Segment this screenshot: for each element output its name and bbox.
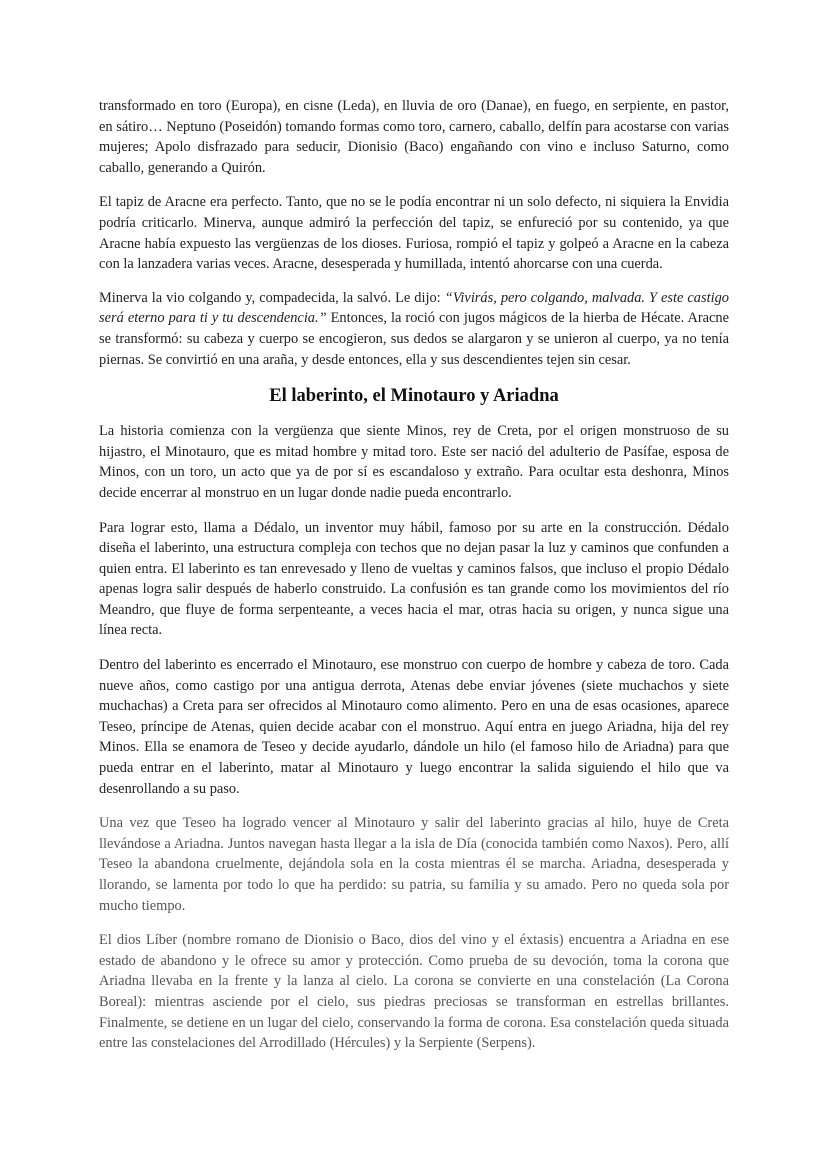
minerva-quote: “Vivirás, pero colgando, malvada. Y este castigo será eterno para ti y tu descendencia.” (99, 289, 729, 327)
paragraph-theseus-ariadne-thread: Dentro del laberinto es encerrado el Minotauro, ese monstruo con cuerpo de hombre y cabeza de toro. Cada nueve años, como castigo por una antigua derrota, Atenas debe enviar jóvenes (siete muchachos y siete muchachas) a Creta para ser ofrecidos al Minotauro como alimento. Pero en una de esas ocasiones, aparece Teseo, príncipe de Atenas, quien decide acabar con el monstruo. Aquí entra en juego Ariadna, hija del rey Minos. Ella se enamora de Teseo y decide ayudarlo, dándole un hilo (el famoso hilo de Ariadna) para que pueda entrar en el laberinto, matar al Minotauro y luego encontrar la salida siguiendo el hilo que va desenrollando a su paso. (99, 657, 729, 797)
paragraph-corona-borealis: El dios Líber (nombre romano de Dionisio o Baco, dios del vino y el éxtasis) encuentra a Ariadna en ese estado de abandono y le ofrece su amor y protección. Como prueba de su devoción, toma la corona que Ariadna llevaba en la frente y la lanza al cielo. La corona se convierte en una constelación (La Corona Boreal): mientras asciende por el cielo, sus piedras preciosas se transforman en estrellas brillantes. Finalmente, se detiene en un lugar del cielo, conservando la forma de corona. Esa constelación queda situada entre las constelaciones del Arrodillado (Hércules) y la Serpiente (Serpens). (99, 932, 729, 1052)
minerva-text-before-quote: Minerva la vio colgando y, compadecida, la salvó. Le dijo: (99, 289, 445, 306)
paragraph-minerva-curse (99, 288, 729, 370)
paragraph-ariadne-abandoned: Una vez que Teseo ha logrado vencer al Minotauro y salir del laberinto gracias al hilo, huye de Creta llevándose a Ariadna. Juntos navegan hasta llegar a la isla de Día (conocida también como Naxos). Pero, allí Teseo la abandona cruelmente, dejándola sola en la costa mientras él se marcha. Ariadna, desesperada y llorando, se lamenta por todo lo que ha perdido: su patria, su familia y su amado. Pero no queda sola por mucho tiempo. (99, 815, 729, 914)
document-page (99, 96, 729, 1068)
paragraph-daedalus-labyrinth: Para lograr esto, llama a Dédalo, un inventor muy hábil, famoso por su arte en la construcción. Dédalo diseña el laberinto, una estructura compleja con techos que no dejan pasar la luz y caminos que confunden a quien entra. El laberinto es tan enrevesado y lleno de vueltas y caminos falsos, que incluso el propio Dédalo apenas logra salir después de haberlo construido. La confusión es tan grande como los movimientos del río Meandro, que fluye de forma serpenteante, a veces hacia el mar, otras hacia su origen, y nunca sigue una línea recta. (99, 519, 729, 639)
section-heading: El laberinto, el Minotauro y Ariadna (269, 386, 559, 407)
paragraph-aracne-tapestry: El tapiz de Aracne era perfecto. Tanto, que no se le podía encontrar ni un solo defecto, ni siquiera la Envidia podría criticarlo. Minerva, aunque admiró la perfección del tapiz, se enfureció por su contenido, ya que Aracne había expuesto las vergüenzas de los dioses. Furiosa, rompió el tapiz y golpeó a Aracne en la cabeza con la lanzadera varias veces. Aracne, desesperada y humillada, intentó ahorcarse con una cuerda. (99, 194, 729, 273)
paragraph-jupiter-transformations: transformado en toro (Europa), en cisne (Leda), en lluvia de oro (Danae), en fuego, en serpiente, en pastor, en sátiro… Neptuno (Poseidón) tomando formas como toro, carnero, caballo, delfín para acostarse con varias mujeres; Apolo disfrazado para seducir, Dionisio (Baco) engañando con vino e incluso Saturno, como caballo, generando a Quirón. (99, 98, 729, 176)
minerva-text-after-quote: Entonces, la roció con jugos mágicos de la hierba de Hécate. Aracne se transformó: su cabeza y cuerpo se encogieron, sus dedos se alargaron y se unieron al cuerpo, ya no tenía piernas. Se convirtió en una araña, y desde entonces, ella y sus descendientes tejen sin cesar. (99, 310, 729, 368)
paragraph-minos-shame: La historia comienza con la vergüenza que siente Minos, rey de Creta, por el origen monstruoso de su hijastro, el Minotauro, que es mitad hombre y mitad toro. Este ser nació del adulterio de Pasífae, esposa de Minos, con un toro, un acto que ya de por sí es escandaloso y extraño. Para ocultar esta deshonra, Minos decide encerrar al monstruo en un lugar donde nadie pueda encontrarlo. (99, 423, 729, 501)
